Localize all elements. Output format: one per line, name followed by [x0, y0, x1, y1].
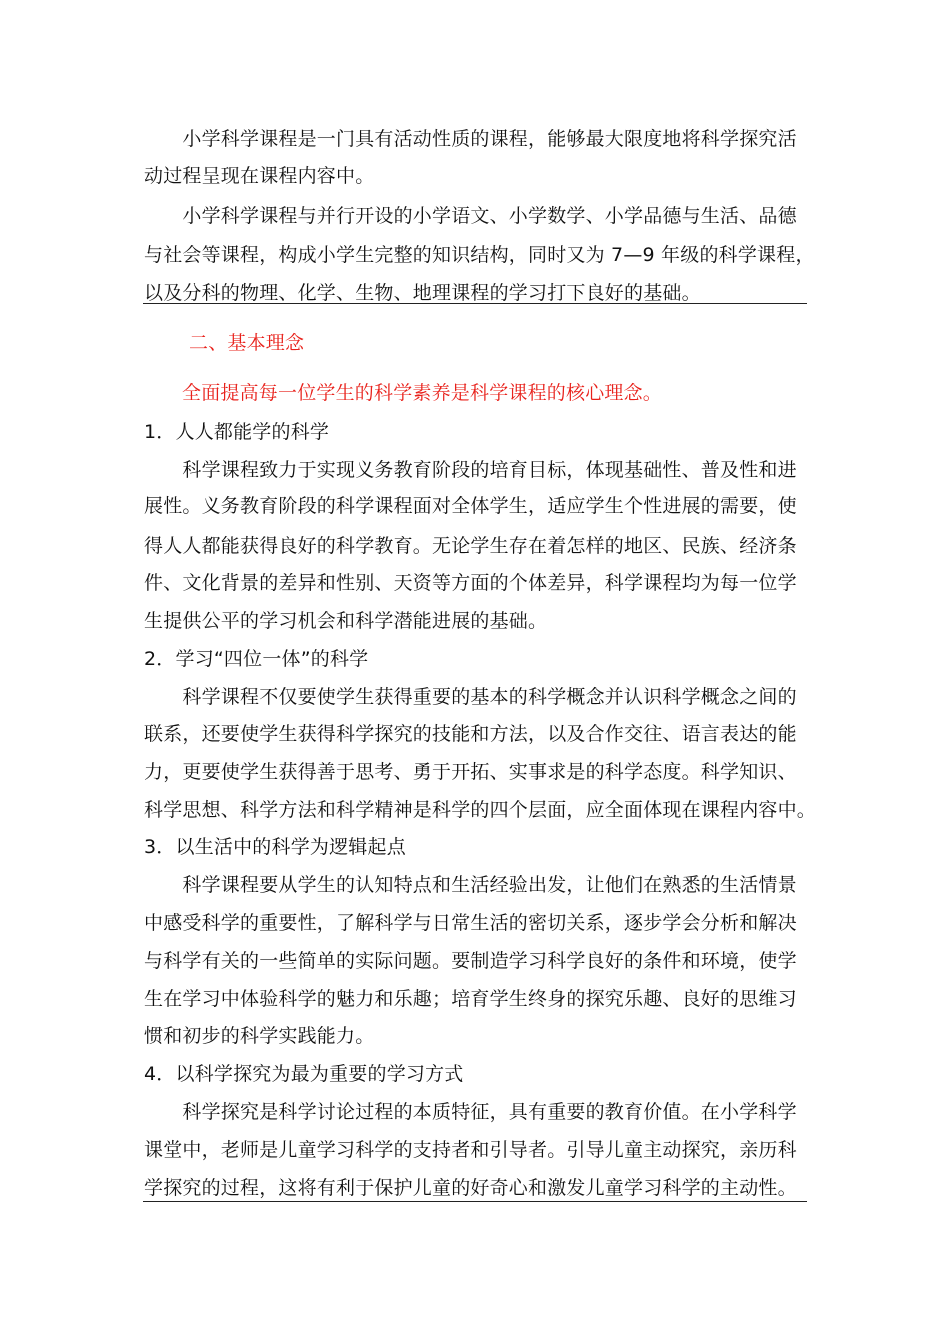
item-1-line-4: 件、文化背景的差异和性别、天资等方面的个体差异，科学课程均为每一位学: [144, 572, 797, 594]
item-2-line-2: 联系，还要使学生获得科学探究的技能和方法，以及合作交往、语言表达的能: [144, 723, 797, 745]
item-3-line-2: 中感受科学的重要性，了解科学与日常生活的密切关系，逐步学会分析和解决: [144, 912, 797, 934]
item-3-line-4: 生在学习中体验科学的魅力和乐趣；培育学生终身的探究乐趣、良好的思维习: [144, 988, 797, 1010]
item-3-line-1: 科学课程要从学生的认知特点和生活经验出发，让他们在熟悉的生活情景: [144, 874, 797, 896]
item-2-title: 2．学习“四位一体”的科学: [144, 648, 369, 670]
item-4-line-1: 科学探究是科学讨论过程的本质特征，具有重要的教育价值。在小学科学: [144, 1101, 797, 1123]
intro-p2-line-3: 以及分科的物理、化学、生物、地理课程的学习打下良好的基础。: [144, 282, 701, 304]
item-2-line-1: 科学课程不仅要使学生获得重要的基本的科学概念并认识科学概念之间的: [144, 686, 797, 708]
item-3-title: 3．以生活中的科学为逻辑起点: [144, 836, 406, 858]
item-1-title: 1．人人都能学的科学: [144, 421, 330, 443]
item-1-line-5: 生提供公平的学习机会和科学潜能进展的基础。: [144, 610, 548, 632]
divider-rule-bottom: [143, 1201, 807, 1202]
divider-rule-top: [143, 303, 807, 304]
item-1-line-3: 得人人都能获得良好的科学教育。无论学生存在着怎样的地区、民族、经济条: [144, 535, 797, 557]
item-1-line-2: 展性。义务教育阶段的科学课程面对全体学生，适应学生个性进展的需要，使: [144, 495, 797, 517]
intro-p2-line-1: 小学科学课程与并行开设的小学语文、小学数学、小学品德与生活、品德: [144, 205, 797, 227]
intro-p1-line-1: 小学科学课程是一门具有活动性质的课程，能够最大限度地将科学探究活: [144, 128, 797, 150]
item-4-line-3: 学探究的过程，这将有利于保护儿童的好奇心和激发儿童学习科学的主动性。: [144, 1177, 797, 1199]
item-4-title: 4．以科学探究为最为重要的学习方式: [144, 1063, 464, 1085]
intro-p1-line-2: 动过程呈现在课程内容中。: [144, 165, 375, 187]
section-heading: 二、基本理念: [189, 332, 305, 354]
item-2-line-3: 力，更要使学生获得善于思考、勇于开拓、实事求是的科学态度。科学知识、: [144, 761, 797, 783]
core-idea: 全面提高每一位学生的科学素养是科学课程的核心理念。: [182, 382, 663, 404]
item-3-line-3: 与科学有关的一些简单的实际问题。要制造学习科学良好的条件和环境，使学: [144, 950, 797, 972]
item-2-line-4: 科学思想、科学方法和科学精神是科学的四个层面，应全面体现在课程内容中。: [144, 799, 817, 821]
item-3-line-5: 惯和初步的科学实践能力。: [144, 1025, 375, 1047]
item-4-line-2: 课堂中，老师是儿童学习科学的支持者和引导者。引导儿童主动探究，亲历科: [144, 1139, 797, 1161]
item-1-line-1: 科学课程致力于实现义务教育阶段的培育目标，体现基础性、普及性和进: [144, 459, 797, 481]
intro-p2-line-2: 与社会等课程，构成小学生完整的知识结构，同时又为 7—9 年级的科学课程，: [144, 244, 815, 266]
